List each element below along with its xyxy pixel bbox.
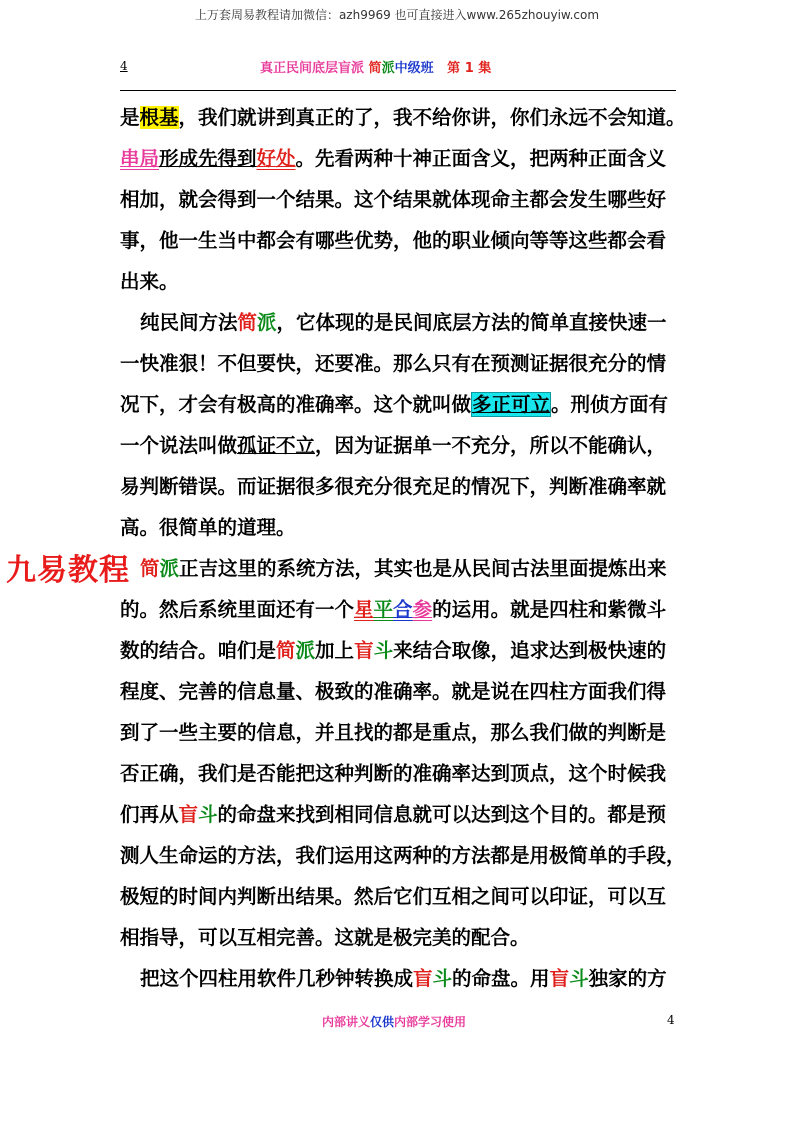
keyword-dou: 斗 [373, 639, 394, 662]
text-line [120, 589, 676, 630]
footer-part-b: 仅供 [370, 1015, 395, 1029]
footer-part-c: 内部学习使用 [394, 1015, 467, 1029]
keyword-dou: 斗 [198, 803, 218, 826]
text-run: 一个说法叫做 [120, 434, 238, 457]
header-page-number: 4 [120, 59, 128, 73]
text-run: 把这个四柱用软件几秒钟转换成 [140, 967, 414, 990]
text-line: 事，他一生当中都会有哪些优势，他的职业倾向等等这些都会看 [120, 229, 667, 252]
footer-page-number: 4 [667, 1013, 675, 1027]
text-line: 易判断错误。而证据很多很充分很充足的情况下，判断准确率就 [120, 475, 667, 498]
text-line [120, 794, 676, 835]
keyword-xing: 星 [354, 598, 374, 621]
header-title-part-d: 中级班 [394, 61, 434, 76]
text-run: 来结合取像，追求达到极快速的 [393, 639, 667, 662]
text-line [120, 630, 676, 671]
text-run: 。刑侦方面有 [551, 393, 669, 416]
text-run: 数的结合。咱们是 [120, 639, 277, 662]
keyword-he: 合 [393, 598, 413, 621]
text-run: 是 [120, 106, 140, 129]
header-title-part-e: 第 1 集 [447, 61, 492, 76]
text-line: 测人生命运的方法，我们运用这两种的方法都是用极简单的手段， [120, 844, 686, 867]
header-title-part-a: 真正民间底层盲派 [260, 61, 365, 76]
text-line: 程度、完善的信息量、极致的准确率。就是说在四柱方面我们得 [120, 680, 667, 703]
text-line [120, 548, 676, 589]
text-line: 到了一些主要的信息，并且找的都是重点，那么我们做的判断是 [120, 721, 667, 744]
top-banner: 上万套周易教程请加微信：azh9969 也可直接进入www.265zhouyiw.com [194, 8, 600, 22]
text-line: 出来。 [120, 270, 179, 293]
page-header [120, 57, 676, 83]
text-run: 正吉这里的系统方法，其实也是从民间古法里面提炼出来 [179, 557, 667, 580]
header-title-part-b: 简 [368, 61, 382, 76]
document-body [120, 97, 686, 999]
keyword-jian: 简 [276, 639, 296, 662]
text-run: 况下，才会有极高的准确率。这个就叫做 [120, 393, 472, 416]
keyword-jian: 简 [140, 557, 160, 580]
text-run: ，我们就讲到真正的了，我不给你讲，你们永远不会知道。 [178, 106, 686, 129]
text-line: 相指导，可以互相完善。这就是极完美的配合。 [120, 926, 530, 949]
header-divider [120, 90, 676, 91]
text-run: 加上 [315, 639, 355, 662]
text-run: ，因为证据单一不充分，所以不能确认， [315, 434, 667, 457]
text-run: 纯民间方法 [140, 311, 238, 334]
text-line: 极短的时间内判断出结果。然后它们互相之间可以印证，可以互 [120, 885, 667, 908]
highlight-term: 串局 [120, 147, 160, 170]
text-run: 的。然后系统里面还有一个 [120, 598, 355, 621]
watermark-logo: 九易教程 [6, 553, 130, 588]
page-footer [322, 1013, 466, 1030]
underlined-text: 形成先得到 [159, 147, 257, 170]
keyword-mang: 盲 [549, 967, 570, 990]
text-line: 相加，就会得到一个结果。这个结果就体现命主都会发生哪些好 [120, 188, 667, 211]
underlined-text: 孤证不立 [237, 434, 316, 457]
text-line [120, 384, 676, 425]
header-title [260, 57, 491, 76]
text-line: 一快准狠！不但要快，还要准。那么只有在预测证据很充分的情 [120, 352, 667, 375]
text-line [120, 302, 676, 343]
text-line [120, 97, 686, 138]
text-run: 的命盘。用 [452, 967, 550, 990]
keyword-pai: 派 [159, 557, 180, 580]
text-line [120, 958, 676, 999]
keyword-jian: 简 [237, 311, 258, 334]
text-run: ，它体现的是民间底层方法的简单直接快速一 [276, 311, 667, 334]
text-line [120, 138, 676, 179]
keyword-dou: 斗 [569, 967, 589, 990]
text-line [120, 425, 676, 466]
keyword-mang: 盲 [413, 967, 433, 990]
text-run: 们再从 [120, 803, 179, 826]
highlight-term: 根基 [139, 106, 179, 129]
keyword-dou: 斗 [432, 967, 453, 990]
header-title-part-c: 派 [381, 61, 395, 76]
footer-part-a: 内部讲义 [322, 1015, 371, 1029]
text-run: 的命盘来找到相同信息就可以达到这个目的。都是预 [217, 803, 667, 826]
text-run: 独家的方 [588, 967, 667, 990]
text-run: 。先看两种十神正面含义，把两种正面含义 [295, 147, 667, 170]
keyword-pai: 派 [295, 639, 316, 662]
text-line: 高。很简单的道理。 [120, 516, 296, 539]
keyword-can: 参 [412, 598, 433, 621]
text-run: 的运用。就是四柱和紫微斗 [432, 598, 667, 621]
keyword-mang: 盲 [354, 639, 374, 662]
highlight-term: 多正可立 [472, 393, 551, 416]
text-line: 否正确，我们是否能把这种判断的准确率达到顶点，这个时候我 [120, 762, 667, 785]
keyword-mang: 盲 [178, 803, 199, 826]
keyword-ping: 平 [373, 598, 394, 621]
keyword-pai: 派 [257, 311, 277, 334]
highlight-term: 好处 [256, 147, 296, 170]
